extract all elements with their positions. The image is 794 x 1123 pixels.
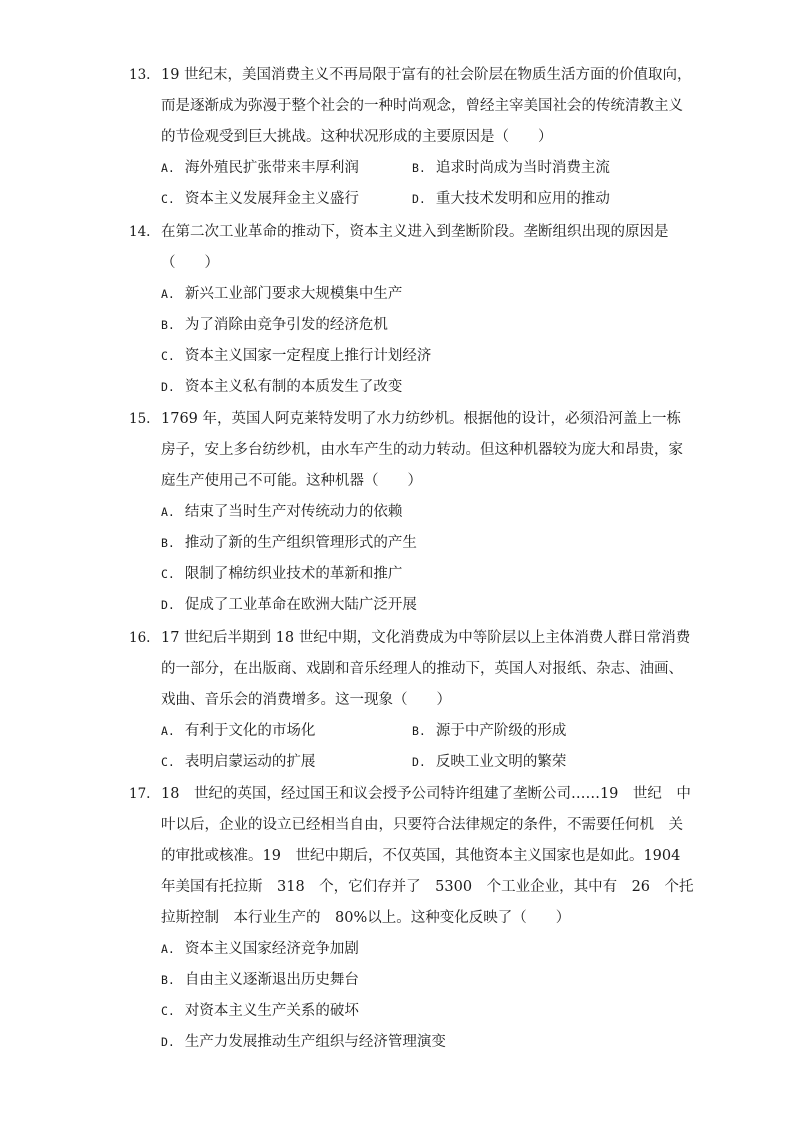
option-letter: D. — [412, 755, 426, 769]
option-c[interactable] — [161, 996, 359, 1027]
question-text-line: 18 世纪的英国，经过国王和议会授予公司特许组建了垄断公司……19 世纪 中 — [161, 786, 691, 802]
question-number: 16. — [129, 630, 151, 646]
option-text: 限制了棉纺织业技术的革新和推广 — [184, 566, 403, 582]
option-letter: A. — [161, 161, 175, 175]
option-text: 表明启蒙运动的扩展 — [184, 754, 316, 770]
option-a[interactable] — [161, 153, 359, 184]
option-letter: C. — [161, 567, 175, 581]
option-text: 有利于文化的市场化 — [184, 723, 316, 739]
option-text: 资本主义国家经济竞争加剧 — [184, 941, 359, 957]
question-text-line: （ ） — [161, 255, 219, 271]
option-letter: B. — [161, 973, 175, 987]
option-c[interactable] — [161, 184, 359, 215]
option-letter: A. — [161, 942, 175, 956]
question-number: 15. — [129, 411, 151, 427]
option-b[interactable] — [412, 716, 566, 747]
option-a[interactable] — [161, 279, 402, 310]
option-a[interactable] — [161, 497, 402, 528]
question-text-line: 1769 年，英国人阿克莱特发明了水力纺纱机。根据他的设计，必须沿河盖上一栋 — [161, 411, 682, 427]
question-number: 14. — [129, 224, 151, 240]
option-b[interactable] — [161, 310, 388, 341]
option-text: 追求时尚成为当时消费主流 — [435, 160, 610, 176]
option-text: 生产力发展推动生产组织与经济管理演变 — [184, 1034, 446, 1050]
option-text: 结束了当时生产对传统动力的依赖 — [184, 504, 403, 520]
option-letter: A. — [161, 287, 175, 301]
option-text: 海外殖民扩张带来丰厚利润 — [184, 160, 359, 176]
option-text: 资本主义私有制的本质发生了改变 — [184, 379, 403, 395]
option-letter: B. — [412, 161, 426, 175]
question-text-line: 在第二次工业革命的推动下，资本主义进入到垄断阶段。垄断组织出现的原因是 — [161, 224, 669, 240]
option-b[interactable] — [412, 153, 610, 184]
question-text-line: 年美国有托拉斯 318 个，它们存并了 5300 个工业企业，其中有 26 个托 — [161, 879, 694, 895]
option-text: 资本主义发展拜金主义盛行 — [184, 191, 359, 207]
option-letter: C. — [161, 349, 175, 363]
option-text: 为了消除由竞争引发的经济危机 — [184, 317, 388, 333]
option-letter: B. — [161, 536, 175, 550]
option-text: 反映工业文明的繁荣 — [435, 754, 567, 770]
option-letter: D. — [412, 192, 426, 206]
question-number: 17. — [129, 786, 151, 802]
option-d[interactable] — [161, 372, 402, 403]
question-text-line: 的审批或核准。19 世纪中期后，不仅英国，其他资本主义国家也是如此。1904 — [161, 848, 681, 864]
option-d[interactable] — [161, 590, 417, 621]
option-letter: D. — [161, 380, 175, 394]
option-c[interactable] — [161, 341, 431, 372]
option-text: 源于中产阶级的形成 — [435, 723, 567, 739]
option-text: 资本主义国家一定程度上推行计划经济 — [184, 348, 432, 364]
option-letter: C. — [161, 192, 175, 206]
option-letter: C. — [161, 1004, 175, 1018]
question-text-line: 拉斯控制 本行业生产的 80%以上。这种变化反映了（ ） — [161, 910, 571, 926]
option-d[interactable] — [161, 1027, 446, 1058]
question-number: 13. — [129, 67, 151, 83]
option-b[interactable] — [161, 965, 359, 996]
option-text: 新兴工业部门要求大规模集中生产 — [184, 286, 403, 302]
question-text-line: 19 世纪末，美国消费主义不再局限于富有的社会阶层在物质生活方面的价值取向， — [161, 67, 692, 83]
option-c[interactable] — [161, 559, 402, 590]
option-a[interactable] — [161, 716, 315, 747]
question-text-line: 17 世纪后半期到 18 世纪中期，文化消费成为中等阶层以上主体消费人群日常消费 — [161, 630, 691, 646]
option-c[interactable] — [161, 747, 315, 778]
question-text-line: 的节俭观受到巨大挑战。这种状况形成的主要原因是（ ） — [161, 129, 553, 145]
question-text-line: 戏曲、音乐会的消费增多。这一现象（ ） — [161, 692, 451, 708]
option-letter: D. — [161, 598, 175, 612]
option-text: 促成了工业革命在欧洲大陆广泛开展 — [184, 597, 417, 613]
option-d[interactable] — [412, 184, 610, 215]
option-d[interactable] — [412, 747, 566, 778]
option-letter: C. — [161, 755, 175, 769]
option-letter: A. — [161, 724, 175, 738]
option-text: 对资本主义生产关系的破坏 — [184, 1003, 359, 1019]
option-a[interactable] — [161, 934, 359, 965]
question-text-line: 房子，安上多台纺纱机，由水车产生的动力转动。但这种机器较为庞大和昂贵，家 — [161, 442, 683, 458]
option-letter: B. — [412, 724, 426, 738]
option-text: 重大技术发明和应用的推动 — [435, 191, 610, 207]
question-text-line: 叶以后，企业的设立已经相当自由，只要符合法律规定的条件，不需要任何机 关 — [161, 817, 683, 833]
option-b[interactable] — [161, 528, 417, 559]
option-letter: D. — [161, 1035, 175, 1049]
option-text: 自由主义逐渐退出历史舞台 — [184, 972, 359, 988]
question-text-line: 而是逐渐成为弥漫于整个社会的一种时尚观念，曾经主宰美国社会的传统清教主义 — [161, 98, 683, 114]
question-text-line: 庭生产使用己不可能。这种机器（ ） — [161, 473, 422, 489]
option-letter: A. — [161, 505, 175, 519]
option-text: 推动了新的生产组织管理形式的产生 — [184, 535, 417, 551]
option-letter: B. — [161, 318, 175, 332]
question-text-line: 的一部分，在出版商、戏剧和音乐经理人的推动下，英国人对报纸、杂志、油画、 — [161, 661, 683, 677]
